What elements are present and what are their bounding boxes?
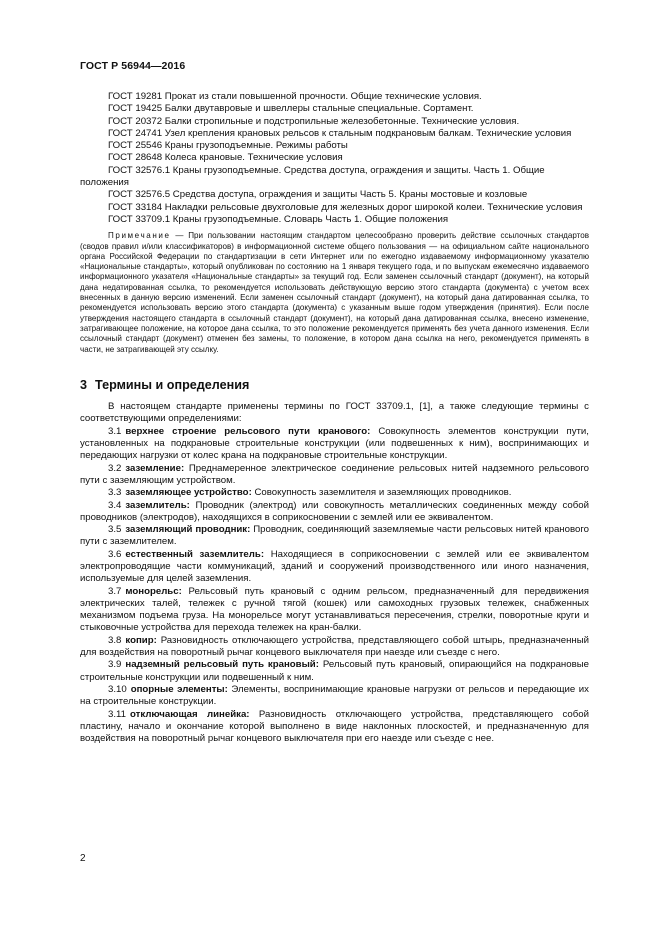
reference-item: ГОСТ 25546 Краны грузоподъемные. Режимы работы	[108, 140, 348, 152]
term-definition: Находящиеся в соприкосновении с землей или ее эквивалентом электропроводящие части коммуникаций, зданий и сооружений производственного или иного назначения, используемые для целей заземления.	[80, 548, 589, 585]
reference-item: ГОСТ 19425 Балки двутавровые и швеллеры стальные специальные. Сортамент.	[108, 103, 474, 115]
term-definition: Рельсовый путь крановый, опирающийся на подкрановые строительные конструкции или подвешенный к ним.	[80, 659, 589, 683]
term-entry	[80, 549, 589, 586]
term-number: 3.6	[108, 548, 122, 560]
term-entry	[80, 684, 589, 709]
term-number: 3.8	[108, 634, 122, 646]
note-text: — При пользовании настоящим стандартом целесообразно проверить действие ссылочных стандартов (сводов правил и/или классификаторов) в информационной системе общего пользования — на официальном сайте национального органа Российской Федерации по стандартизации в сети Интернет или по ежегодно издаваемому информационному указателю «Национальные стандарты», который опубликован по состоянию на 1 января текущего года, и по выпускам ежемесячно издаваемого информационного указателя «Национальные стандарты» за текущий год. Если заменен ссылочный стандарт (документ), на который дана недатированная ссылка, то рекомендуется использовать действующую версию этого стандарта (документа) с учетом всех внесенных в данную версию изменений. Если заменен ссылочный стандарт (документ), на который дана датированная ссылка, то рекомендуется использовать версию этого стандарта (документа) с указанным выше годом утверждения (принятия). Если после утверждения настоящего стандарта в ссылочный стандарт (документ), на который дана датированная ссылка, внесено изменение, затрагивающее положение, на которое дана ссылка, то это положение рекомендуется применять без учета данного изменения. Если ссылочный стандарт (документ) отменен без замены, то положение, в котором дана ссылка на него, рекомендуется применять в части, не затрагивающей эту ссылку.	[80, 231, 589, 354]
term-entry	[80, 709, 589, 746]
term-definition: Преднамеренное электрическое соединение рельсовых нитей надземного рельсового пути с заземляющим устройством.	[80, 462, 589, 486]
page-content	[80, 91, 589, 745]
term-definition: Рельсовый путь крановый с одним рельсом, предназначенный для передвижения электрических талей, тележек с ручной тягой (кошек) или самоходных грузовых тележек, снабженных механизмом подъема груза. На монорельсе могут устанавливаться пересечения, стрелки, поворотные круги и стыковочные устройства для перехода тележек на кран-балки.	[80, 585, 590, 634]
term-name: надземный рельсовый путь крановый:	[125, 659, 319, 671]
reference-item: ГОСТ 32576.1 Краны грузоподъемные. Средства доступа, ограждения и защиты. Часть 1. Общие положения	[80, 164, 545, 189]
references-note	[80, 231, 589, 355]
section-heading	[80, 379, 589, 391]
term-definition: Совокупность элементов конструкции пути, установленных на подкрановые строительные конструкции (или подвешенных к ним), воспринимающих и передающих нагрузки от колес крана на подкрановые строительные конструкции.	[80, 425, 589, 462]
page-number: 2	[80, 853, 86, 864]
reference-item: ГОСТ 19281 Прокат из стали повышенной прочности. Общие технические условия.	[108, 91, 482, 102]
term-name: отключающая линейка:	[130, 708, 250, 720]
term-definition: Проводник (электрод) или совокупность металлических соединенных между собой проводников (электродов), находящихся в соприкосновении с землей или ее эквивалентом.	[80, 499, 589, 523]
term-entry	[80, 635, 589, 660]
section-intro: В настоящем стандарте применены термины по ГОСТ 33709.1, [1], а также следующие термины с соответствующими определениями:	[80, 401, 589, 425]
reference-item: ГОСТ 33184 Накладки рельсовые двухголовые для железных дорог широкой колеи. Технические условия	[108, 201, 583, 213]
term-name: копир:	[125, 634, 157, 646]
term-entry	[80, 659, 589, 684]
section-title: Термины и определения	[95, 377, 250, 392]
term-name: заземляющий проводник:	[125, 524, 251, 536]
term-name: заземление:	[125, 462, 185, 474]
term-number: 3.11	[108, 708, 127, 720]
term-name: верхнее строение рельсового пути кранового:	[125, 425, 371, 437]
term-number: 3.4	[108, 499, 122, 511]
term-number: 3.3	[108, 487, 122, 499]
document-header: ГОСТ Р 56944—2016	[80, 60, 186, 72]
term-number: 3.10	[108, 683, 127, 695]
term-definition: Разновидность отключающего устройства, представляющего собой штырь, предназначенный для воздействия на поворотный рычаг концевого выключателя при наезде или съезде с него.	[80, 634, 589, 659]
normative-references-list	[80, 91, 589, 226]
term-definition: Элементы, воспринимающие крановые нагрузки от рельсов и передающие их на строительные конструкции.	[80, 683, 589, 708]
term-number: 3.2	[108, 462, 122, 474]
term-entry	[80, 426, 589, 463]
term-definition: Разновидность отключающего устройства, представляющего собой пластину, начало и окончание которой выполнено в виде наклонных плоскостей, и предназначенную для воздействия на поворотный рычаг концевого выключателя при его наезде или съезде с нее.	[80, 708, 589, 745]
term-entry	[80, 500, 589, 525]
term-name: монорельс:	[125, 585, 182, 597]
reference-item: ГОСТ 20372 Балки стропильные и подстропильные железобетонные. Технические условия.	[108, 115, 520, 127]
term-name: опорные элементы:	[130, 683, 228, 695]
section-number: 3	[80, 377, 88, 392]
reference-item: ГОСТ 32576.5 Средства доступа, ограждения и защиты Часть 5. Краны мостовые и козловые	[108, 189, 528, 201]
note-label: Примечание	[108, 231, 171, 241]
term-entry	[80, 524, 589, 549]
term-entry	[80, 586, 589, 635]
term-entry	[80, 463, 589, 488]
term-number: 3.7	[108, 585, 122, 597]
term-entry	[80, 487, 589, 499]
reference-item: ГОСТ 28648 Колеса крановые. Технические условия	[108, 152, 343, 164]
term-name: заземляющее устройство:	[125, 487, 252, 499]
term-name: заземлитель:	[125, 499, 190, 511]
term-number: 3.1	[108, 425, 122, 437]
reference-item: ГОСТ 33709.1 Краны грузоподъемные. Словарь Часть 1. Общие положения	[108, 213, 449, 225]
term-number: 3.9	[108, 659, 122, 671]
term-name: естественный заземлитель:	[125, 548, 265, 560]
reference-item: ГОСТ 24741 Узел крепления крановых рельсов к стальным подкрановым балкам. Технические условия	[108, 127, 572, 139]
term-definition: Проводник, соединяющий заземляемые части рельсовых нитей кранового пути с заземлителем.	[80, 524, 589, 548]
term-number: 3.5	[108, 524, 122, 536]
term-definition: Совокупность заземлителя и заземляющих проводников.	[254, 487, 512, 499]
